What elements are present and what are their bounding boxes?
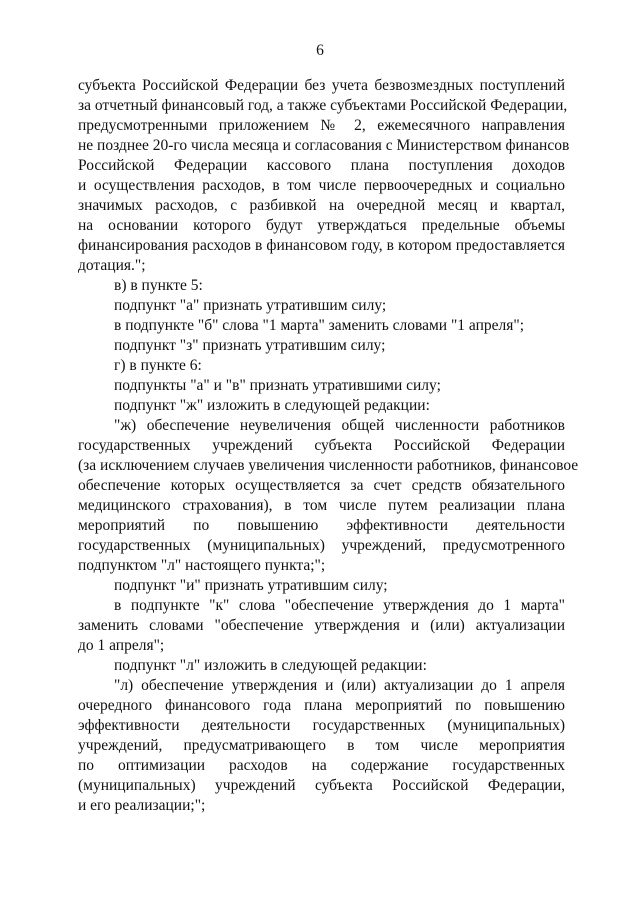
- page-number: 6: [316, 42, 324, 59]
- text-line: подпункт "а" признать утратившим силу;: [114, 297, 387, 314]
- text-line: медицинского страхования), в том числе путем реализации плана: [78, 497, 565, 514]
- text-line: "ж) обеспечение неувеличения общей численности работников: [114, 417, 565, 434]
- text-line: очередного финансового года плана мероприятий по повышению: [78, 697, 565, 714]
- text-line: значимых расходов, с разбивкой на очередной месяц и квартал,: [78, 197, 565, 214]
- text-line: и его реализации;";: [78, 797, 206, 814]
- text-line: (за исключением случаев увеличения численности работников, финансовое: [78, 457, 579, 474]
- text-line: эффективности деятельности государственных (муниципальных): [78, 717, 565, 734]
- text-line: за отчетный финансовый год, а также субъектами Российской Федерации,: [78, 97, 568, 114]
- text-line: финансирования расходов в финансовом году, в котором предоставляется: [78, 237, 565, 254]
- text-line: в подпункте "б" слова "1 марта" заменить словами "1 апреля";: [114, 317, 525, 334]
- text-line: субъекта Российской Федерации без учета безвозмездных поступлений: [78, 77, 565, 94]
- text-line: г) в пункте 6:: [114, 357, 202, 374]
- text-line: мероприятий по повышению эффективности деятельности: [78, 517, 565, 534]
- text-line: (муниципальных) учреждений субъекта Российской Федерации,: [78, 777, 565, 794]
- text-line: государственных (муниципальных) учреждений, предусмотренного: [78, 537, 565, 554]
- text-line: по оптимизации расходов на содержание государственных: [78, 757, 565, 774]
- text-line: обеспечение которых осуществляется за счет средств обязательного: [78, 477, 565, 494]
- text-line: до 1 апреля";: [78, 637, 165, 654]
- text-line: "л) обеспечение утверждения и (или) актуализации до 1 апреля: [114, 677, 565, 694]
- text-line: на основании которого будут утверждаться предельные объемы: [78, 217, 565, 234]
- text-line: не позднее 20-го числа месяца и согласования с Министерством финансов: [78, 137, 570, 154]
- text-line: подпункт "ж" изложить в следующей редакции:: [114, 397, 430, 414]
- text-line: в подпункте "к" слова "обеспечение утверждения до 1 марта": [114, 597, 565, 614]
- text-line: подпункты "а" и "в" признать утратившими силу;: [114, 377, 441, 394]
- text-line: Российской Федерации кассового плана поступления доходов: [78, 157, 565, 174]
- text-line: подпункт "з" признать утратившим силу;: [114, 337, 386, 354]
- text-line: подпунктом "л" настоящего пункта;";: [78, 557, 326, 574]
- text-line: подпункт "л" изложить в следующей редакции:: [114, 657, 427, 674]
- text-line: заменить словами "обеспечение утверждения и (или) актуализации: [78, 617, 565, 634]
- text-line: предусмотренными приложением № 2, ежемесячного направления: [78, 117, 565, 134]
- text-line: и осуществления расходов, в том числе первоочередных и социально: [78, 177, 565, 194]
- text-line: учреждений, предусматривающего в том числе мероприятия: [78, 737, 565, 754]
- text-line: государственных учреждений субъекта Российской Федерации: [78, 437, 565, 454]
- text-line: подпункт "и" признать утратившим силу;: [114, 577, 388, 594]
- text-line: дотация.";: [78, 257, 146, 274]
- text-line: в) в пункте 5:: [114, 277, 203, 294]
